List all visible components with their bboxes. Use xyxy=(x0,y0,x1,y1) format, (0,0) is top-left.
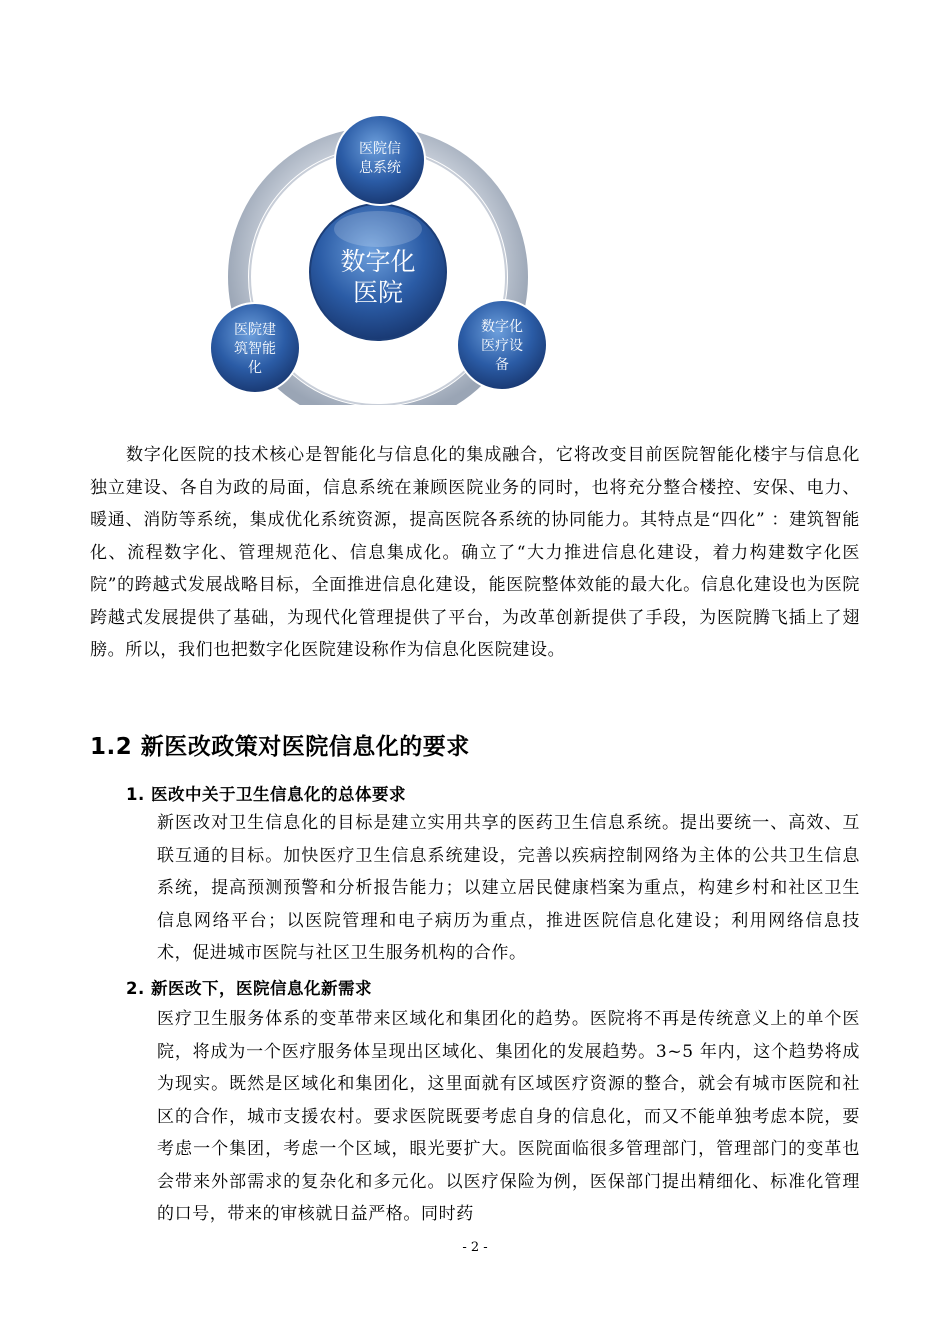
top-label-line1: 医院信 xyxy=(359,141,401,157)
left-label-line2: 筑智能 xyxy=(234,341,276,357)
page-number: - 2 - xyxy=(462,1240,488,1255)
center-label-line2: 医院 xyxy=(352,278,404,307)
top-label-line2: 息系统 xyxy=(359,160,401,176)
digital-hospital-diagram xyxy=(210,115,630,405)
left-label-line1: 医院建 xyxy=(234,322,276,338)
top-node xyxy=(335,115,425,205)
right-label-line3: 备 xyxy=(495,357,509,373)
section-heading: 1.2 新医改政策对医院信息化的要求 xyxy=(90,734,470,760)
left-label-line3: 化 xyxy=(248,360,262,376)
center-label-line1: 数字化 xyxy=(340,247,416,276)
intro-paragraph: 数字化医院的技术核心是智能化与信息化的集成融合，它将改变目前医院智能化楼宇与信息化独立建设、各自为政的局面，信息系统在兼顾医院业务的同时，也将充分整合楼控、安保、电力、暖通、消防等系统，集成优化系统资源，提高医院各系统的协同能力。其特点是“四化” ：建筑智能化、流程数字化、管理规范化、信息集成化。确立了“大力推进信息化建设，着力构建数字化医院”的跨越式发展战略目标，全面推进信息化建设，能医院整体效能的最大化。信息化建设也为医院跨越式发展提供了基础，为现代化管理提供了平台，为改革创新提供了手段，为医院腾飞插上了翅膀。所以，我们也把数字化医院建设称作为信息化医院建设。 xyxy=(90,445,860,660)
center-node xyxy=(310,204,446,340)
subsection-paragraph-2: 医疗卫生服务体系的变革带来区域化和集团化的趋势。医院将不再是传统意义上的单个医院，将成为一个医疗服务体呈现出区域化、集团化的发展趋势。3~5 年内，这个趋势将成为现实。既然是区域化和集团化，这里面就有区域医疗资源的整合，就会有城市医院和社区的合作，城市支援农村。要求医院既要考虑自身的信息化，而又不能单独考虑本院，要考虑一个集团，考虑一个区域，眼光要扩大。医院面临很多管理部门，管理部门的变革也会带来外部需求的复杂化和多元化。以医疗保险为例，医保部门提出精细化、标准化管理的口号，带来的审核就日益严格。同时药 xyxy=(157,1009,860,1224)
subsection-paragraph-1: 新医改对卫生信息化的目标是建立实用共享的医药卫生信息系统。提出要统一、高效、互联互通的目标。加快医疗卫生信息系统建设，完善以疾病控制网络为主体的公共卫生信息系统，提高预测预警和分析报告能力；以建立居民健康档案为重点，构建乡村和社区卫生信息网络平台；以医院管理和电子病历为重点，推进医院信息化建设；利用网络信息技术，促进城市医院与社区卫生服务机构的合作。 xyxy=(157,813,860,963)
left-node xyxy=(210,303,300,393)
right-node xyxy=(457,300,547,390)
subsection-heading-2: 2. 新医改下，医院信息化新需求 xyxy=(126,979,372,998)
subsection-heading-1: 1. 医改中关于卫生信息化的总体要求 xyxy=(126,785,406,804)
right-label-line1: 数字化 xyxy=(481,319,523,335)
cycle-diagram-svg xyxy=(210,115,630,405)
right-label-line2: 医疗设 xyxy=(481,338,523,354)
